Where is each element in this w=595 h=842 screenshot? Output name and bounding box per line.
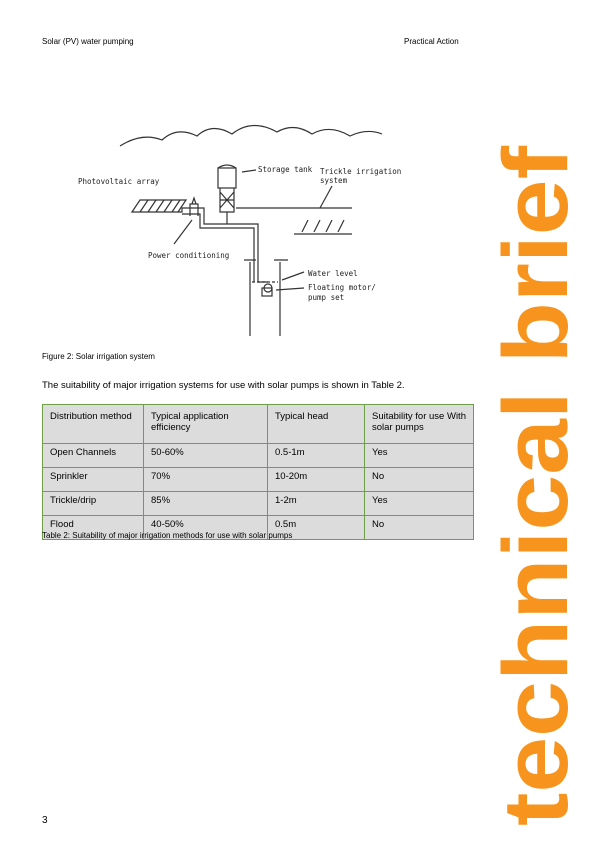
figure-caption: Figure 2: Solar irrigation system	[42, 352, 155, 361]
header-left: Solar (PV) water pumping	[42, 37, 134, 46]
header-right: Practical Action	[404, 37, 459, 46]
table-cell: Yes	[365, 492, 474, 516]
label-photovoltaic: Photovoltaic array	[78, 177, 160, 186]
table-cell: Trickle/drip	[43, 492, 144, 516]
table-row	[43, 468, 474, 492]
label-trickle-2: system	[320, 176, 348, 185]
technical-brief-banner	[485, 140, 587, 830]
table-cell: Yes	[365, 444, 474, 468]
table-cell: 40-50%	[144, 516, 268, 540]
table-cell: No	[365, 468, 474, 492]
label-trickle-1: Trickle irrigation	[320, 167, 402, 176]
table-cell: 10-20m	[268, 468, 365, 492]
irrigation-table	[42, 404, 474, 540]
table-cell: 70%	[144, 468, 268, 492]
header-cell: Typical application efficiency	[144, 405, 268, 444]
irrigation-diagram	[62, 112, 402, 344]
table-cell: 85%	[144, 492, 268, 516]
table-cell: No	[365, 516, 474, 540]
header-cell: Suitability for use With solar pumps	[365, 405, 474, 444]
label-power: Power conditioning	[148, 251, 230, 260]
header-cell: Typical head	[268, 405, 365, 444]
table-header-row	[43, 405, 474, 444]
brand-text: technical brief	[485, 202, 587, 826]
table-cell: Sprinkler	[43, 468, 144, 492]
table-cell: Open Channels	[43, 444, 144, 468]
table-cell: 0.5-1m	[268, 444, 365, 468]
page-number: 3	[42, 815, 48, 826]
table-cell: 0.5m	[268, 516, 365, 540]
label-water: Water level	[308, 269, 358, 278]
table-row	[43, 492, 474, 516]
table-row	[43, 444, 474, 468]
label-floating-1: Floating motor/	[308, 283, 376, 292]
table-cell: 50-60%	[144, 444, 268, 468]
table-caption: Table 2: Suitability of major irrigation methods for use with solar pumps	[42, 531, 293, 540]
header-cell: Distribution method	[43, 405, 144, 444]
table-cell: 1-2m	[268, 492, 365, 516]
intro-text: The suitability of major irrigation systems for use with solar pumps is shown in Table 2.	[42, 380, 405, 391]
label-storage: Storage tank	[258, 165, 313, 174]
label-floating-2: pump set	[308, 293, 345, 302]
table-cell: Flood	[43, 516, 144, 540]
